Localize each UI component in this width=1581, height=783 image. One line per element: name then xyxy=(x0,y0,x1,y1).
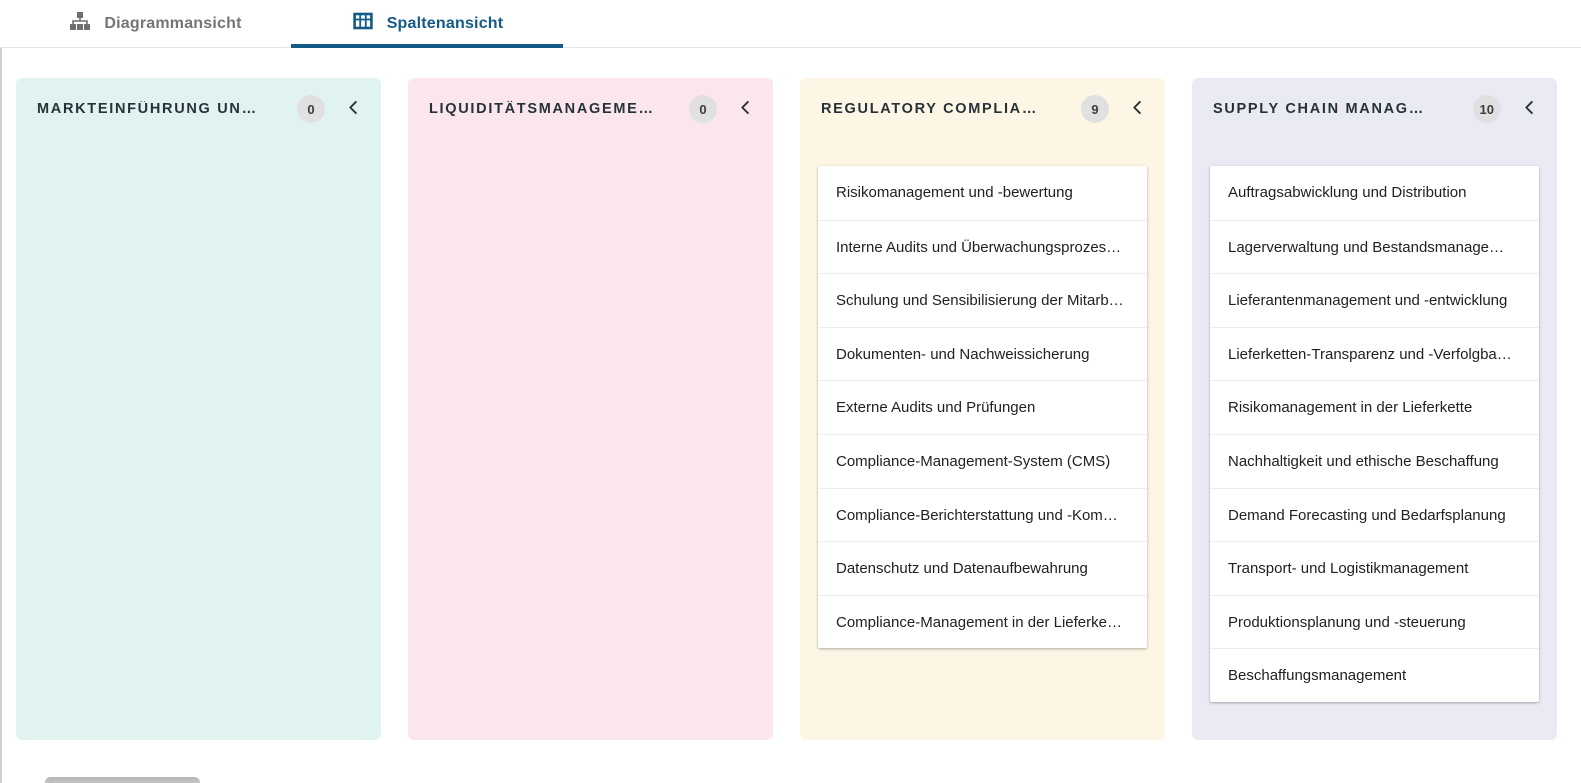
card[interactable]: Demand Forecasting und Bedarfsplanung xyxy=(1210,488,1539,542)
card[interactable]: Compliance-Berichterstattung und -Kom… xyxy=(818,488,1147,542)
card-list xyxy=(818,166,1147,648)
collapse-column-button[interactable] xyxy=(1516,96,1542,122)
chevron-left-icon xyxy=(1128,98,1147,120)
card[interactable]: Auftragsabwicklung und Distribution xyxy=(1228,184,1467,201)
tab-spaltenansicht[interactable] xyxy=(291,0,563,47)
card[interactable]: Transport- und Logistikmanagement xyxy=(1210,541,1539,595)
card[interactable]: Produktionsplanung und -steuerung xyxy=(1210,595,1539,649)
column-title: MARKTEINFÜHRUNG UN… xyxy=(37,101,258,117)
collapse-column-button[interactable] xyxy=(1124,96,1150,122)
column-header xyxy=(800,78,1165,140)
column-count-badge: 0 xyxy=(297,95,325,123)
window-left-edge xyxy=(0,0,2,783)
card[interactable]: Schulung und Sensibilisierung der Mitarb… xyxy=(818,273,1147,327)
tab-label: Spaltenansicht xyxy=(386,14,504,32)
card[interactable]: Nachhaltigkeit und ethische Beschaffung xyxy=(1210,434,1539,488)
collapse-column-button[interactable] xyxy=(340,96,366,122)
column-header xyxy=(1192,78,1557,140)
card[interactable]: Compliance-Management-System (CMS) xyxy=(818,434,1147,488)
column-header xyxy=(408,78,773,140)
card-list xyxy=(1210,166,1539,702)
card[interactable]: Lagerverwaltung und Bestandsmanage… xyxy=(1210,220,1539,274)
chevron-left-icon xyxy=(344,98,363,120)
card[interactable]: Lieferketten-Transparenz und -Verfolgba… xyxy=(1210,327,1539,381)
card[interactable]: Risikomanagement und -bewertung xyxy=(836,184,1073,201)
column-count-badge: 9 xyxy=(1081,95,1109,123)
kanban-board xyxy=(0,48,1581,740)
column-header xyxy=(16,78,381,140)
card[interactable]: Compliance-Management in der Lieferke… xyxy=(818,595,1147,649)
tab-label: Diagrammansicht xyxy=(104,14,242,32)
chevron-left-icon xyxy=(1520,98,1539,120)
chevron-left-icon xyxy=(736,98,755,120)
column-count-badge: 0 xyxy=(689,95,717,123)
view-tab-bar xyxy=(0,0,1581,48)
board-column xyxy=(408,78,773,740)
column-count-badge: 10 xyxy=(1473,95,1501,123)
board-column xyxy=(1192,78,1557,740)
collapse-column-button[interactable] xyxy=(732,96,758,122)
board-column xyxy=(16,78,381,740)
card[interactable]: Interne Audits und Überwachungsprozes… xyxy=(818,220,1147,274)
column-title: LIQUIDITÄTSMANAGEME… xyxy=(429,101,655,117)
horizontal-scrollbar-thumb[interactable] xyxy=(45,777,200,783)
tab-diagrammansicht[interactable] xyxy=(19,0,291,47)
card[interactable]: Dokumenten- und Nachweissicherung xyxy=(818,327,1147,381)
card[interactable]: Datenschutz und Datenaufbewahrung xyxy=(818,541,1147,595)
column-title: SUPPLY CHAIN MANAG… xyxy=(1213,101,1425,117)
card[interactable]: Externe Audits und Prüfungen xyxy=(818,380,1147,434)
card[interactable]: Beschaffungsmanagement xyxy=(1210,648,1539,702)
column-title: REGULATORY COMPLIA… xyxy=(821,101,1039,117)
card[interactable]: Lieferantenmanagement und -entwicklung xyxy=(1210,273,1539,327)
board-column xyxy=(800,78,1165,740)
table-grid-icon xyxy=(351,9,375,38)
card[interactable]: Risikomanagement in der Lieferkette xyxy=(1210,380,1539,434)
sitemap-icon xyxy=(68,9,92,38)
